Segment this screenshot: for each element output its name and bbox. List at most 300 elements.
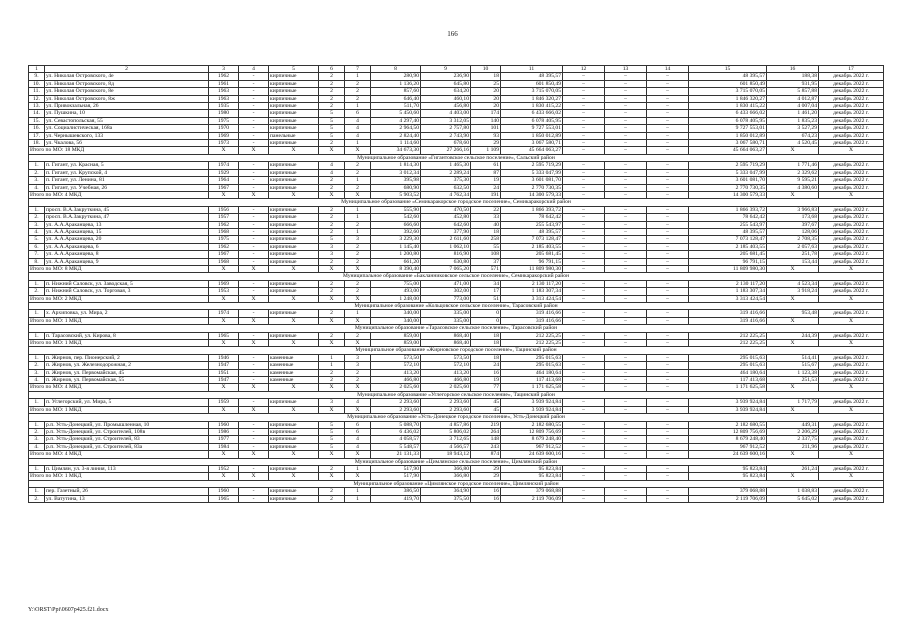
subtotal-cell: X xyxy=(269,473,319,480)
table-cell: 395,98 xyxy=(371,177,421,184)
table-cell: 3. xyxy=(29,369,45,376)
table-cell: – xyxy=(647,310,689,317)
table-cell: 572,10 xyxy=(421,362,471,369)
table-cell: декабрь 2022 г. xyxy=(819,80,884,87)
table-cell: 2 xyxy=(345,169,371,176)
table-cell: 19 xyxy=(471,177,501,184)
table-cell: – xyxy=(647,169,689,176)
subtotal-cell: – xyxy=(563,406,605,413)
table-cell: п. Тарасовский, ул. Кирова, 8 xyxy=(45,332,209,339)
table-cell: 2 xyxy=(319,495,345,502)
table-cell: кирпичные xyxy=(269,495,319,502)
subtotal-cell: X xyxy=(819,473,884,480)
table-cell: кирпичные xyxy=(269,117,319,124)
table-cell: просп. В.А.Закруткина, 47 xyxy=(45,214,209,221)
table-row xyxy=(29,428,884,435)
subtotal-cell: X xyxy=(767,147,819,154)
table-cell: 1977 xyxy=(209,436,239,443)
table-cell: – xyxy=(647,206,689,213)
table-cell: 3 601 081,70 xyxy=(689,177,767,184)
municipality-section-row xyxy=(29,303,884,310)
table-cell: 61 xyxy=(471,162,501,169)
table-cell: 514,41 xyxy=(767,354,819,361)
table-cell: - xyxy=(239,125,269,132)
table-cell: 2 xyxy=(345,332,371,339)
table-cell: декабрь 2022 г. xyxy=(819,332,884,339)
table-cell: – xyxy=(605,443,647,450)
table-cell: 2 xyxy=(345,243,371,250)
subtotal-cell: 14 300 579,33 xyxy=(501,191,563,198)
subtotal-cell: X xyxy=(319,265,345,272)
table-cell: 261,24 xyxy=(767,465,819,472)
subtotal-cell: X xyxy=(345,265,371,272)
table-cell: 2 xyxy=(345,88,371,95)
table-row xyxy=(29,421,884,428)
subtotal-cell: – xyxy=(605,295,647,302)
subtotal-cell: X xyxy=(319,295,345,302)
table-cell: 251,78 xyxy=(767,251,819,258)
table-cell: 1 866 393,72 xyxy=(501,206,563,213)
table-cell: 1951 xyxy=(209,369,239,376)
table-cell: 55 xyxy=(471,243,501,250)
table-row xyxy=(29,125,884,132)
table-cell: – xyxy=(605,140,647,147)
table-cell: – xyxy=(605,495,647,502)
table-cell: 2 182 680,55 xyxy=(501,421,563,428)
table-cell: ул. Ватутина, 13 xyxy=(45,495,209,502)
subtotal-cell: 1 248,00 xyxy=(371,295,421,302)
table-cell: 1 xyxy=(345,228,371,235)
table-cell: 4 xyxy=(345,399,371,406)
table-cell: – xyxy=(605,243,647,250)
table-row xyxy=(29,110,884,117)
table-cell: п. Жирнов, ул. Железнодорожная, 2 xyxy=(45,362,209,369)
table-cell: 1960 xyxy=(209,488,239,495)
table-cell: п. Гигант, ул. Учебная, 26 xyxy=(45,184,209,191)
table-cell: – xyxy=(605,369,647,376)
table-cell: – xyxy=(605,236,647,243)
subtotal-cell: 319 416,66 xyxy=(689,317,767,324)
subtotal-cell: X xyxy=(345,384,371,391)
table-row xyxy=(29,80,884,87)
table-cell: 2. xyxy=(29,214,45,221)
table-cell: 40 xyxy=(471,221,501,228)
table-cell: 4 380,60 xyxy=(767,184,819,191)
column-number-cell: 15 xyxy=(689,66,767,73)
table-cell: 6 433 666,02 xyxy=(689,110,767,117)
subtotal-cell: 3 939 924,84 xyxy=(689,406,767,413)
table-cell: п. Углегорский, ул. Мира, 5 xyxy=(45,399,209,406)
subtotal-cell: X xyxy=(319,191,345,198)
table-cell: 3 067 580,71 xyxy=(501,140,563,147)
table-cell: 8 679 248,40 xyxy=(501,436,563,443)
subtotal-cell: – xyxy=(647,406,689,413)
subtotal-cell: – xyxy=(605,384,647,391)
table-cell: кирпичные xyxy=(269,169,319,176)
subtotal-cell: – xyxy=(605,191,647,198)
table-cell: – xyxy=(563,443,605,450)
table-cell: 16 xyxy=(471,369,501,376)
table-cell: 680,90 xyxy=(371,184,421,191)
table-cell: р.п. Усть-Донецкий, ул. Строителей, 83 xyxy=(45,436,209,443)
subtotal-label: Итого по МО: 4 МКД xyxy=(29,451,209,458)
table-cell: 2 595 719,29 xyxy=(501,162,563,169)
subtotal-cell: – xyxy=(563,147,605,154)
table-cell: декабрь 2022 г. xyxy=(819,377,884,384)
subtotal-cell: – xyxy=(605,473,647,480)
table-cell: 386,50 xyxy=(371,488,421,495)
table-cell: ул. А.А.Араканцева, 15 xyxy=(45,228,209,235)
subtotal-cell: X xyxy=(209,191,239,198)
table-cell: 6 078 405,95 xyxy=(501,117,563,124)
table-cell: 377,90 xyxy=(421,228,471,235)
table-cell: – xyxy=(605,103,647,110)
table-cell: 5 xyxy=(319,125,345,132)
table-cell: 2 057,63 xyxy=(767,243,819,250)
table-row xyxy=(29,399,884,406)
table-cell: - xyxy=(239,310,269,317)
subtotal-cell: – xyxy=(647,191,689,198)
column-number-cell: 1 xyxy=(29,66,45,73)
table-cell: декабрь 2022 г. xyxy=(819,184,884,191)
table-cell: 3 939 924,84 xyxy=(689,399,767,406)
municipality-name: Муниципальное образование «Гигантовское сельское поселение», Сальский район xyxy=(29,154,884,161)
table-cell: 4. xyxy=(29,228,45,235)
table-cell: 493,00 xyxy=(371,288,421,295)
table-cell: декабрь 2022 г. xyxy=(819,236,884,243)
table-cell: – xyxy=(605,288,647,295)
subtotal-cell: X xyxy=(819,406,884,413)
table-cell: – xyxy=(605,332,647,339)
table-cell: – xyxy=(647,258,689,265)
table-cell: 2 xyxy=(345,280,371,287)
table-cell: 1967 xyxy=(209,184,239,191)
table-cell: - xyxy=(239,243,269,250)
table-cell: 1 038,83 xyxy=(767,488,819,495)
table-cell: 2 xyxy=(319,465,345,472)
table-cell: ул. Привокзальная, 26 xyxy=(45,103,209,110)
table-cell: 3 715 070,05 xyxy=(501,88,563,95)
table-cell: 48 395,57 xyxy=(689,228,767,235)
table-cell: 1 830 415,22 xyxy=(501,103,563,110)
subtotal-cell: 340,00 xyxy=(371,317,421,324)
table-cell: 470,50 xyxy=(421,206,471,213)
table-cell: – xyxy=(647,236,689,243)
file-path-footer: Y:\ORST\Ppi\0607p425.f21.docx xyxy=(28,607,109,613)
table-cell: 1975 xyxy=(209,236,239,243)
table-cell: декабрь 2022 г. xyxy=(819,206,884,213)
table-cell: 2 xyxy=(319,377,345,384)
subtotal-cell: – xyxy=(647,340,689,347)
subtotal-cell: – xyxy=(563,384,605,391)
table-cell: – xyxy=(647,88,689,95)
table-cell: кирпичные xyxy=(269,443,319,450)
table-cell: 2 xyxy=(345,258,371,265)
table-cell: 2 289,24 xyxy=(421,169,471,176)
table-cell: – xyxy=(563,280,605,287)
table-cell: 280,90 xyxy=(371,73,421,80)
table-cell: – xyxy=(563,228,605,235)
table-cell: 78 642,42 xyxy=(501,214,563,221)
table-cell: 1 145,40 xyxy=(371,243,421,250)
table-cell: – xyxy=(647,369,689,376)
table-cell: декабрь 2022 г. xyxy=(819,495,884,502)
table-cell: 645,80 xyxy=(421,80,471,87)
table-cell: каменные xyxy=(269,362,319,369)
municipality-section-row xyxy=(29,480,884,487)
table-cell: ул. Севастопольская, 55 xyxy=(45,117,209,124)
table-cell: декабрь 2022 г. xyxy=(819,221,884,228)
table-cell: 8 679 248,40 xyxy=(689,436,767,443)
table-cell: 573,50 xyxy=(371,354,421,361)
table-cell: 1 xyxy=(345,73,371,80)
subtotal-cell: X xyxy=(209,451,239,458)
subtotal-cell: X xyxy=(819,147,884,154)
table-cell: 4 xyxy=(319,162,345,169)
subtotal-cell: 212 225,25 xyxy=(689,340,767,347)
table-cell: кирпичные xyxy=(269,214,319,221)
column-number-cell: 6 xyxy=(319,66,345,73)
table-cell: – xyxy=(563,95,605,102)
subtotal-cell: X xyxy=(269,295,319,302)
table-cell: 1953 xyxy=(209,288,239,295)
table-cell: - xyxy=(239,399,269,406)
table-cell: - xyxy=(239,184,269,191)
subtotal-cell: 859,00 xyxy=(371,340,421,347)
table-cell: – xyxy=(563,110,605,117)
table-cell: р.п. Усть-Донецкий, ул. Строителей, 83а xyxy=(45,443,209,450)
subtotal-label: Итого по МО: 4 МКД xyxy=(29,384,209,391)
subtotal-label: Итого по МО: 1 МКД xyxy=(29,317,209,324)
table-cell: декабрь 2022 г. xyxy=(819,243,884,250)
subtotal-cell: – xyxy=(563,317,605,324)
table-cell: 1 xyxy=(345,465,371,472)
table-cell: – xyxy=(605,169,647,176)
table-cell: – xyxy=(605,280,647,287)
subtotal-cell: 8 390,40 xyxy=(371,265,421,272)
table-cell: 5 xyxy=(319,436,345,443)
table-cell: панельные xyxy=(269,132,319,139)
table-cell: декабрь 2022 г. xyxy=(819,140,884,147)
table-cell: 3. xyxy=(29,177,45,184)
table-cell: 642,60 xyxy=(421,221,471,228)
table-cell: 4 520,45 xyxy=(767,140,819,147)
table-cell: 452,80 xyxy=(421,214,471,221)
table-cell: – xyxy=(605,421,647,428)
subtotal-cell: – xyxy=(605,340,647,347)
table-cell: 1 461,20 xyxy=(767,110,819,117)
subtotal-cell: X xyxy=(319,147,345,154)
table-cell: 1 200,80 xyxy=(371,251,421,258)
table-cell: 2 130 117,20 xyxy=(689,280,767,287)
subtotal-cell: X xyxy=(345,406,371,413)
table-cell: - xyxy=(239,236,269,243)
table-cell: 466,80 xyxy=(421,377,471,384)
table-cell: 16 xyxy=(471,495,501,502)
table-cell: декабрь 2022 г. xyxy=(819,399,884,406)
table-row xyxy=(29,206,884,213)
table-row xyxy=(29,362,884,369)
table-cell: 2 743,90 xyxy=(421,132,471,139)
column-number-cell: 11 xyxy=(501,66,563,73)
table-cell: 2 130 117,20 xyxy=(501,280,563,287)
subtotal-cell: X xyxy=(269,265,319,272)
subtotal-label: Итого по МО: 1 МКД xyxy=(29,340,209,347)
table-cell: 95 823,84 xyxy=(501,465,563,472)
subtotal-cell: X xyxy=(819,340,884,347)
table-cell: 953,48 xyxy=(767,310,819,317)
table-cell: 464 180,64 xyxy=(501,369,563,376)
table-cell: 319 416,66 xyxy=(689,310,767,317)
table-cell: – xyxy=(563,362,605,369)
table-cell: 1 183 307,34 xyxy=(501,288,563,295)
table-cell: декабрь 2022 г. xyxy=(819,436,884,443)
table-cell: 295 015,63 xyxy=(501,354,563,361)
table-cell: – xyxy=(563,73,605,80)
subtotal-cell: 2 293,60 xyxy=(371,406,421,413)
table-cell: - xyxy=(239,206,269,213)
table-cell: 0 xyxy=(471,310,501,317)
subtotal-cell: 14 300 579,33 xyxy=(689,191,767,198)
table-cell: 1962 xyxy=(209,221,239,228)
table-cell: 3 xyxy=(319,399,345,406)
table-cell: – xyxy=(647,117,689,124)
table-cell: 5 450,60 xyxy=(371,110,421,117)
table-cell: 3. xyxy=(29,436,45,443)
table-cell: ул. Пушкина, 10 xyxy=(45,110,209,117)
table-cell: - xyxy=(239,169,269,176)
subtotal-cell: X xyxy=(319,317,345,324)
table-cell: ул. А.А.Араканцева, 9 xyxy=(45,258,209,265)
table-cell: – xyxy=(563,169,605,176)
table-cell: кирпичные xyxy=(269,436,319,443)
table-cell: – xyxy=(563,436,605,443)
table-cell: 4 xyxy=(345,117,371,124)
table-cell: декабрь 2022 г. xyxy=(819,125,884,132)
table-cell: кирпичные xyxy=(269,251,319,258)
table-cell: 205 681,45 xyxy=(501,251,563,258)
table-cell: 630,80 xyxy=(421,258,471,265)
table-cell: 4 xyxy=(345,443,371,450)
subtotal-cell: X xyxy=(239,406,269,413)
subtotal-cell: X xyxy=(345,473,371,480)
table-row xyxy=(29,495,884,502)
table-cell: кирпичные xyxy=(269,125,319,132)
table-cell: - xyxy=(239,377,269,384)
table-cell: кирпичные xyxy=(269,258,319,265)
table-cell: – xyxy=(647,125,689,132)
table-cell: 20 xyxy=(471,88,501,95)
table-cell: 379 068,88 xyxy=(501,488,563,495)
subtotal-label: Итого по МО: 18 МКД xyxy=(29,147,209,154)
subtotal-cell: 1 109 xyxy=(471,147,501,154)
subtotal-cell: 366,80 xyxy=(421,473,471,480)
table-row xyxy=(29,258,884,265)
table-cell: 3 527,29 xyxy=(767,125,819,132)
table-cell: 95 823,84 xyxy=(689,465,767,472)
table-cell: 2 xyxy=(319,184,345,191)
housing-table-container xyxy=(28,65,883,503)
table-cell: 10. xyxy=(29,80,45,87)
table-cell: 1935 xyxy=(209,103,239,110)
table-cell: 1 xyxy=(345,488,371,495)
table-cell: 4 xyxy=(345,436,371,443)
table-cell: – xyxy=(647,465,689,472)
table-cell: 7 073 128,47 xyxy=(501,236,563,243)
table-cell: 128,06 xyxy=(767,228,819,235)
table-cell: 19 xyxy=(471,377,501,384)
table-cell: 1984 xyxy=(209,443,239,450)
table-cell: 188,38 xyxy=(767,73,819,80)
table-cell: 1. xyxy=(29,421,45,428)
table-cell: 205 681,45 xyxy=(689,251,767,258)
subtotal-cell: X xyxy=(767,265,819,272)
table-cell: 295 015,63 xyxy=(689,354,767,361)
table-cell: 17. xyxy=(29,132,45,139)
table-cell: 8. xyxy=(29,258,45,265)
table-cell: – xyxy=(563,88,605,95)
table-cell: 295 015,63 xyxy=(501,362,563,369)
subtotal-cell: 2 293,60 xyxy=(421,406,471,413)
table-cell: кирпичные xyxy=(269,184,319,191)
table-cell: 6. xyxy=(29,243,45,250)
table-cell: – xyxy=(563,184,605,191)
table-cell: 413,20 xyxy=(421,369,471,376)
table-row xyxy=(29,132,884,139)
table-cell: 449,31 xyxy=(767,421,819,428)
table-cell: ул. Чкалова, 56 xyxy=(45,140,209,147)
table-cell: – xyxy=(605,228,647,235)
subtotal-cell: X xyxy=(819,295,884,302)
table-cell: декабрь 2022 г. xyxy=(819,288,884,295)
municipality-name: Муниципальное образование «Цимлянское городское поселение», Цимлянский район xyxy=(29,480,884,487)
table-cell: кирпичные xyxy=(269,228,319,235)
table-cell: 3 xyxy=(319,243,345,250)
subtotal-cell: X xyxy=(819,265,884,272)
table-cell: 20 xyxy=(471,95,501,102)
table-cell: 1929 xyxy=(209,169,239,176)
table-cell: – xyxy=(563,251,605,258)
table-row xyxy=(29,95,884,102)
table-cell: 857,60 xyxy=(371,88,421,95)
table-cell: 2 xyxy=(319,88,345,95)
table-cell: - xyxy=(239,117,269,124)
table-cell: 2 xyxy=(319,221,345,228)
table-cell: 5 xyxy=(319,236,345,243)
table-cell: 5 857,88 xyxy=(767,88,819,95)
table-cell: 3 939 924,84 xyxy=(501,399,563,406)
table-cell: 666,60 xyxy=(371,221,421,228)
table-cell: 4 523,34 xyxy=(767,280,819,287)
table-cell: 1 830 415,22 xyxy=(689,103,767,110)
municipality-section-row xyxy=(29,414,884,421)
table-cell: декабрь 2022 г. xyxy=(819,443,884,450)
table-cell: - xyxy=(239,214,269,221)
subtotal-cell: – xyxy=(647,147,689,154)
table-cell: 859,00 xyxy=(371,332,421,339)
table-cell: – xyxy=(563,221,605,228)
subtotal-cell: 77 xyxy=(471,384,501,391)
table-cell: – xyxy=(605,310,647,317)
table-cell: 4 xyxy=(345,132,371,139)
table-cell: 1 136,20 xyxy=(371,80,421,87)
table-cell: 868,40 xyxy=(421,332,471,339)
table-cell: кирпичные xyxy=(269,288,319,295)
table-cell: 12 809 756,69 xyxy=(689,428,767,435)
table-cell: п. Гигант, ул. Красная, 5 xyxy=(45,162,209,169)
subtotal-row xyxy=(29,451,884,458)
table-cell: 1. xyxy=(29,399,45,406)
